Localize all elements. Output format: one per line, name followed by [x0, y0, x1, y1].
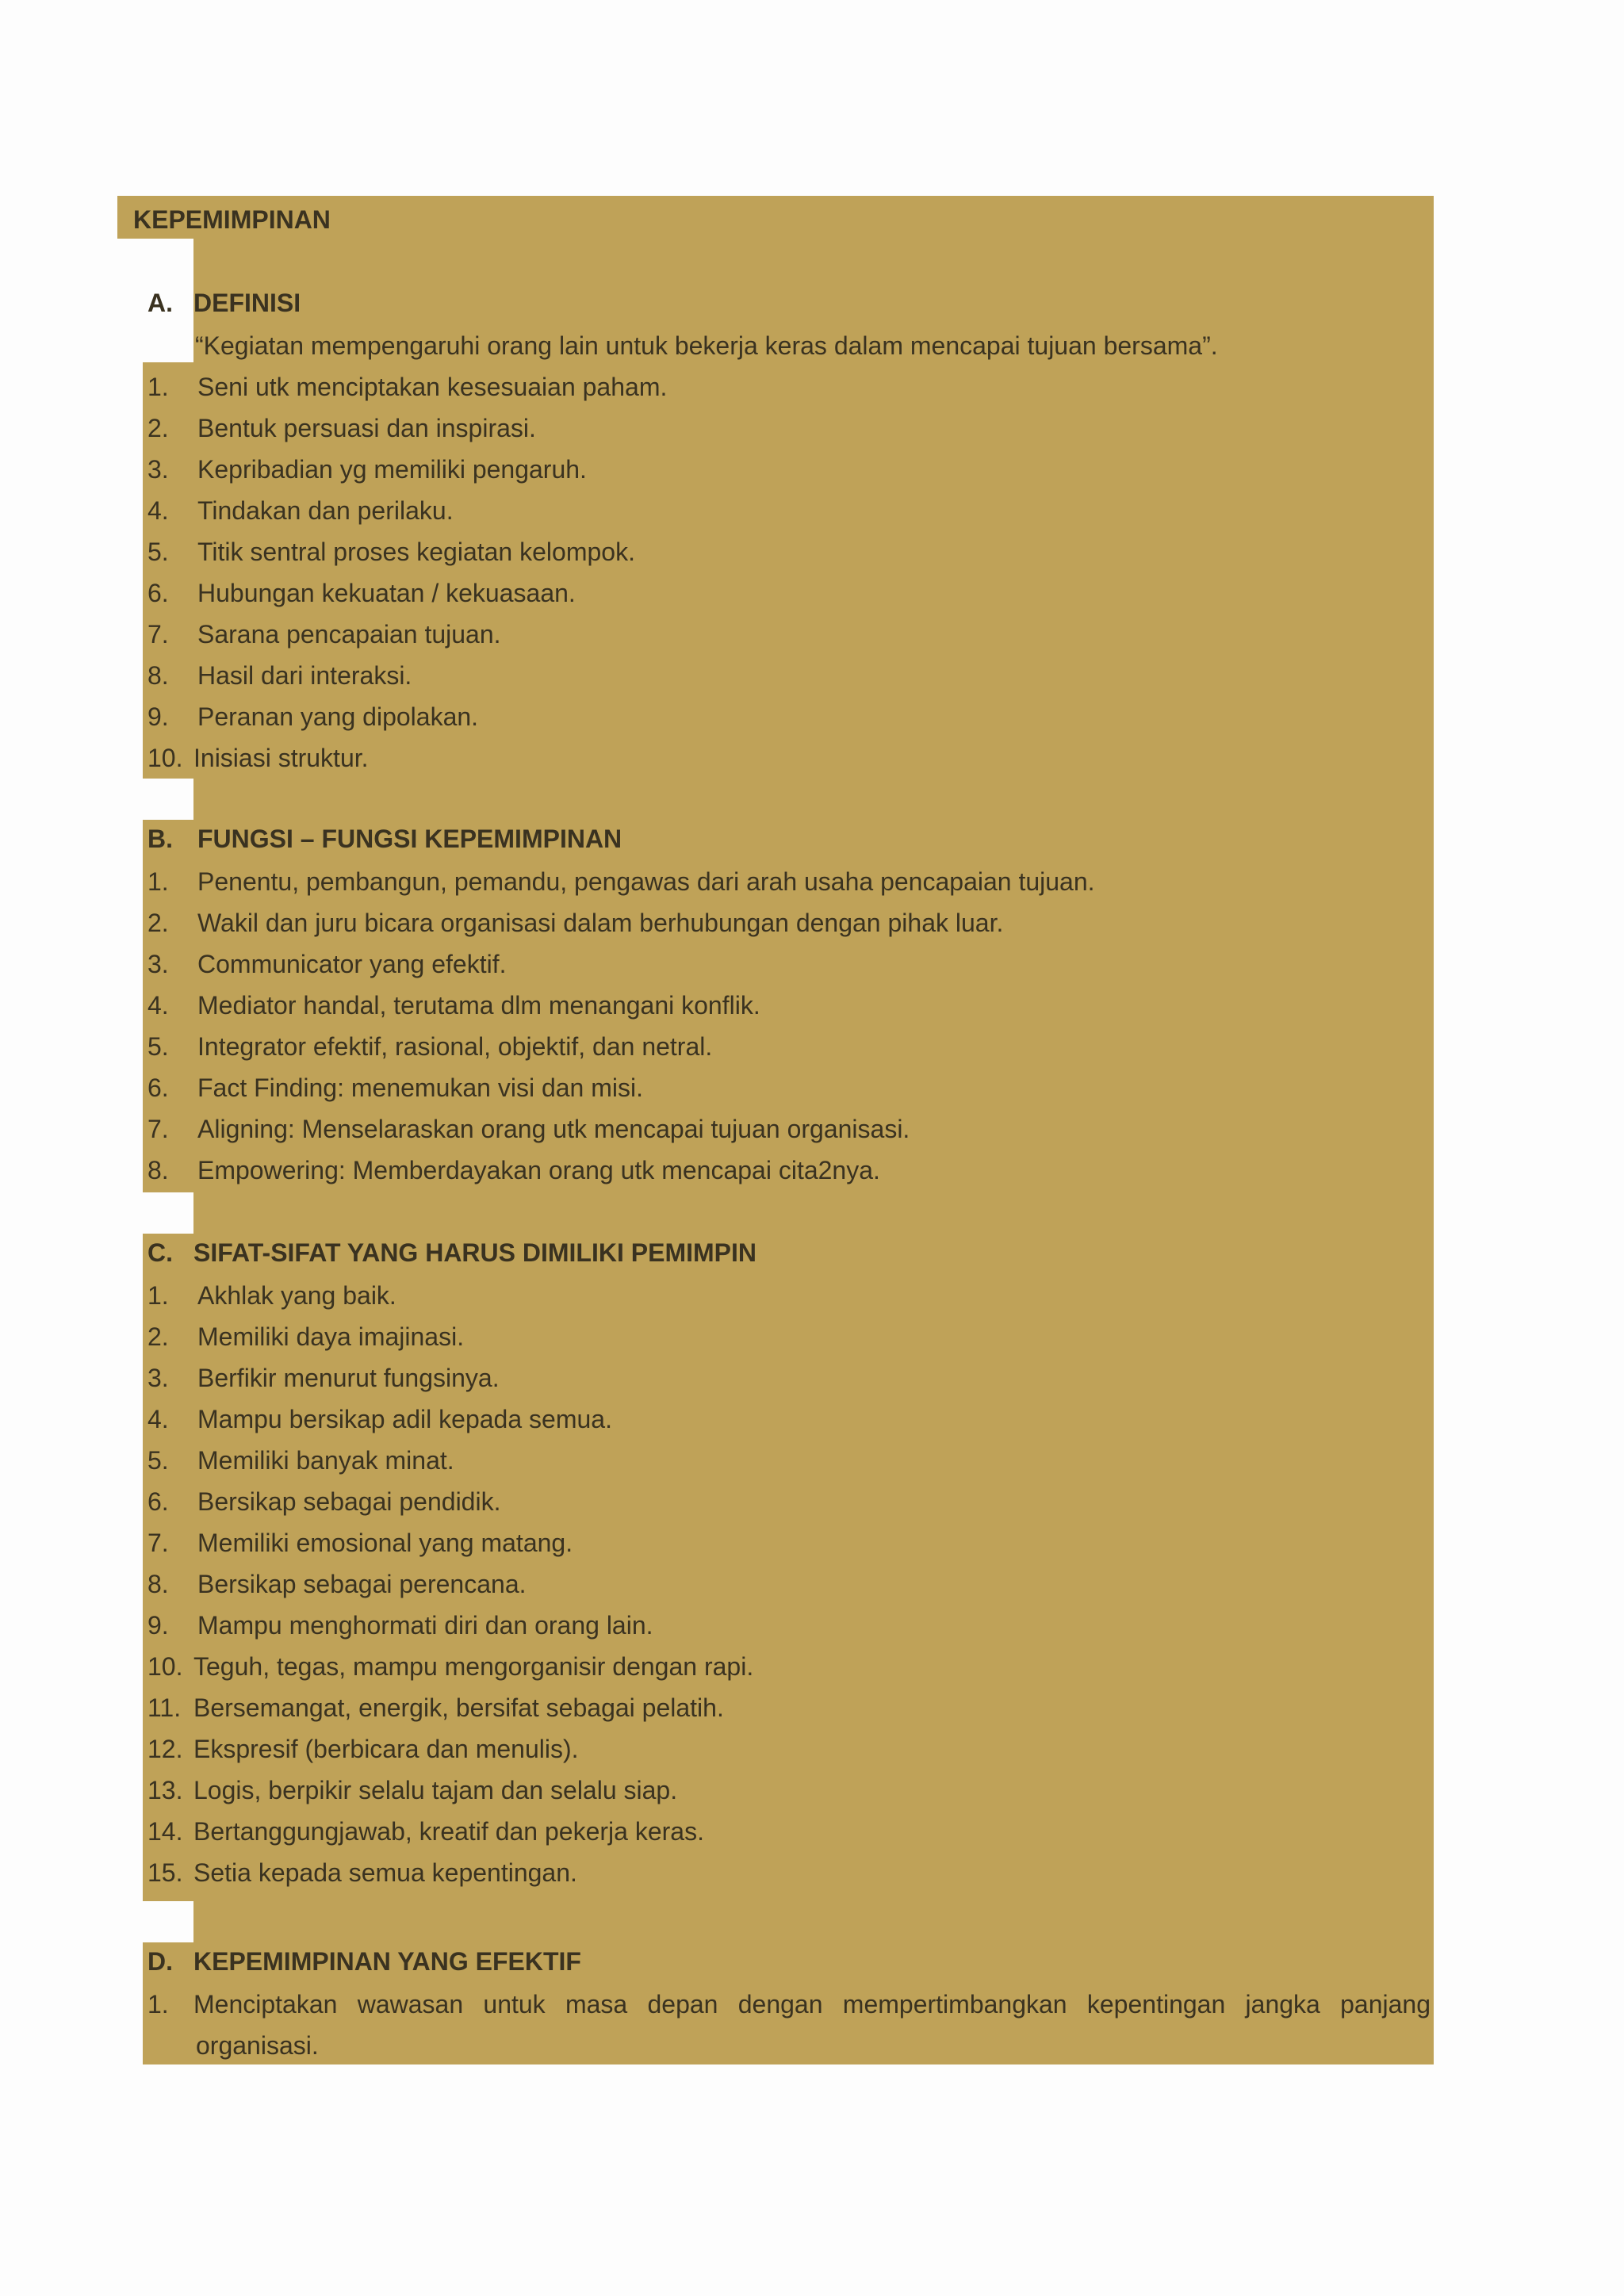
list-item: Integrator efektif, rasional, objektif, dan netral. — [197, 1032, 713, 1061]
list-item-continuation: organisasi. — [196, 2031, 319, 2060]
list-item-number: 3. — [147, 455, 169, 484]
list-item-number: 1. — [147, 1281, 169, 1310]
list-item: Aligning: Menselaraskan orang utk mencapai tujuan organisasi. — [197, 1115, 910, 1143]
list-item-number: 4. — [147, 1405, 169, 1433]
list-item: Hasil dari interaksi. — [197, 661, 412, 690]
section-b-letter: B. — [147, 825, 173, 853]
list-item: Bersikap sebagai pendidik. — [197, 1487, 501, 1516]
list-item-number: 11. — [147, 1693, 182, 1722]
blank-line-notch — [143, 779, 193, 820]
list-item-number: 6. — [147, 1073, 169, 1102]
list-item: Memiliki banyak minat. — [197, 1446, 454, 1475]
list-item-number: 7. — [147, 1529, 169, 1557]
list-item: Mediator handal, terutama dlm menangani konflik. — [197, 991, 760, 1020]
list-item: Setia kepada semua kepentingan. — [193, 1858, 577, 1887]
list-item-number: 5. — [147, 1032, 169, 1061]
list-item: Memiliki emosional yang matang. — [197, 1529, 573, 1557]
list-item: Teguh, tegas, mampu mengorganisir dengan rapi. — [193, 1652, 754, 1681]
list-item: Akhlak yang baik. — [197, 1281, 396, 1310]
list-item-number: 5. — [147, 1446, 169, 1475]
list-item: Titik sentral proses kegiatan kelompok. — [197, 538, 635, 566]
list-item: Bersemangat, energik, bersifat sebagai pelatih. — [193, 1693, 724, 1722]
list-item-number: 1. — [147, 373, 169, 401]
list-item: Menciptakan wawasan untuk masa depan dengan mempertimbangkan kepentingan jangka panjang — [193, 1990, 1431, 2019]
list-item-number: 8. — [147, 1156, 169, 1184]
list-item-number: 15. — [147, 1858, 183, 1887]
list-item: Seni utk menciptakan kesesuaian paham. — [197, 373, 668, 401]
list-item: Wakil dan juru bicara organisasi dalam berhubungan dengan pihak luar. — [197, 909, 1004, 937]
list-item-number: 13. — [147, 1776, 183, 1804]
list-item-number: 6. — [147, 1487, 169, 1516]
list-item-number: 5. — [147, 538, 169, 566]
blank-line-notch — [117, 239, 193, 280]
section-b-heading: FUNGSI – FUNGSI KEPEMIMPINAN — [197, 825, 622, 853]
list-item-number: 2. — [147, 1322, 169, 1351]
list-item: Sarana pencapaian tujuan. — [197, 620, 501, 649]
list-item-number: 1. — [147, 867, 169, 896]
list-item-number: 4. — [147, 991, 169, 1020]
list-item-number: 8. — [147, 661, 169, 690]
list-item-number: 1. — [147, 1990, 169, 2019]
definition-quote: “Kegiatan mempengaruhi orang lain untuk bekerja keras dalam mencapai tujuan bersama”. — [195, 331, 1218, 360]
list-item-number: 10. — [147, 1652, 183, 1681]
list-item-number: 12. — [147, 1735, 183, 1763]
document-title: KEPEMIMPINAN — [133, 205, 331, 234]
list-item-number: 2. — [147, 414, 169, 442]
list-item-number: 14. — [147, 1817, 183, 1846]
list-item: Peranan yang dipolakan. — [197, 702, 479, 731]
list-item: Empowering: Memberdayakan orang utk mencapai cita2nya. — [197, 1156, 880, 1184]
list-item: Bertanggungjawab, kreatif dan pekerja keras. — [193, 1817, 704, 1846]
list-item-number: 7. — [147, 620, 169, 649]
section-d-letter: D. — [147, 1947, 173, 1976]
blank-line-notch — [143, 1192, 193, 1234]
blank-line-notch — [143, 321, 193, 362]
list-item: Mampu menghormati diri dan orang lain. — [197, 1611, 653, 1640]
list-item: Bersikap sebagai perencana. — [197, 1570, 527, 1598]
list-item: Hubungan kekuatan / kekuasaan. — [197, 579, 576, 607]
section-a-letter: A. — [147, 289, 173, 317]
list-item-number: 10. — [147, 744, 183, 772]
list-item-number: 4. — [147, 496, 169, 525]
section-c-letter: C. — [147, 1238, 173, 1267]
list-item: Inisiasi struktur. — [193, 744, 369, 772]
list-item: Bentuk persuasi dan inspirasi. — [197, 414, 536, 442]
list-item-number: 3. — [147, 1364, 169, 1392]
blank-line-notch — [143, 1901, 193, 1942]
list-item: Penentu, pembangun, pemandu, pengawas dari arah usaha pencapaian tujuan. — [197, 867, 1095, 896]
list-item-number: 2. — [147, 909, 169, 937]
list-item: Ekspresif (berbicara dan menulis). — [193, 1735, 579, 1763]
list-item: Fact Finding: menemukan visi dan misi. — [197, 1073, 643, 1102]
list-item: Logis, berpikir selalu tajam dan selalu siap. — [193, 1776, 678, 1804]
list-item: Memiliki daya imajinasi. — [197, 1322, 465, 1351]
section-a-heading: DEFINISI — [193, 289, 301, 317]
list-item-number: 8. — [147, 1570, 169, 1598]
list-item: Kepribadian yg memiliki pengaruh. — [197, 455, 587, 484]
list-item-number: 6. — [147, 579, 169, 607]
list-item: Berfikir menurut fungsinya. — [197, 1364, 500, 1392]
list-item-number: 9. — [147, 702, 169, 731]
list-item-number: 3. — [147, 950, 169, 978]
section-d-heading: KEPEMIMPINAN YANG EFEKTIF — [193, 1947, 581, 1976]
list-item: Communicator yang efektif. — [197, 950, 507, 978]
list-item: Mampu bersikap adil kepada semua. — [197, 1405, 612, 1433]
list-item: Tindakan dan perilaku. — [197, 496, 454, 525]
section-c-heading: SIFAT-SIFAT YANG HARUS DIMILIKI PEMIMPIN — [193, 1238, 756, 1267]
list-item-number: 7. — [147, 1115, 169, 1143]
list-item-number: 9. — [147, 1611, 169, 1640]
